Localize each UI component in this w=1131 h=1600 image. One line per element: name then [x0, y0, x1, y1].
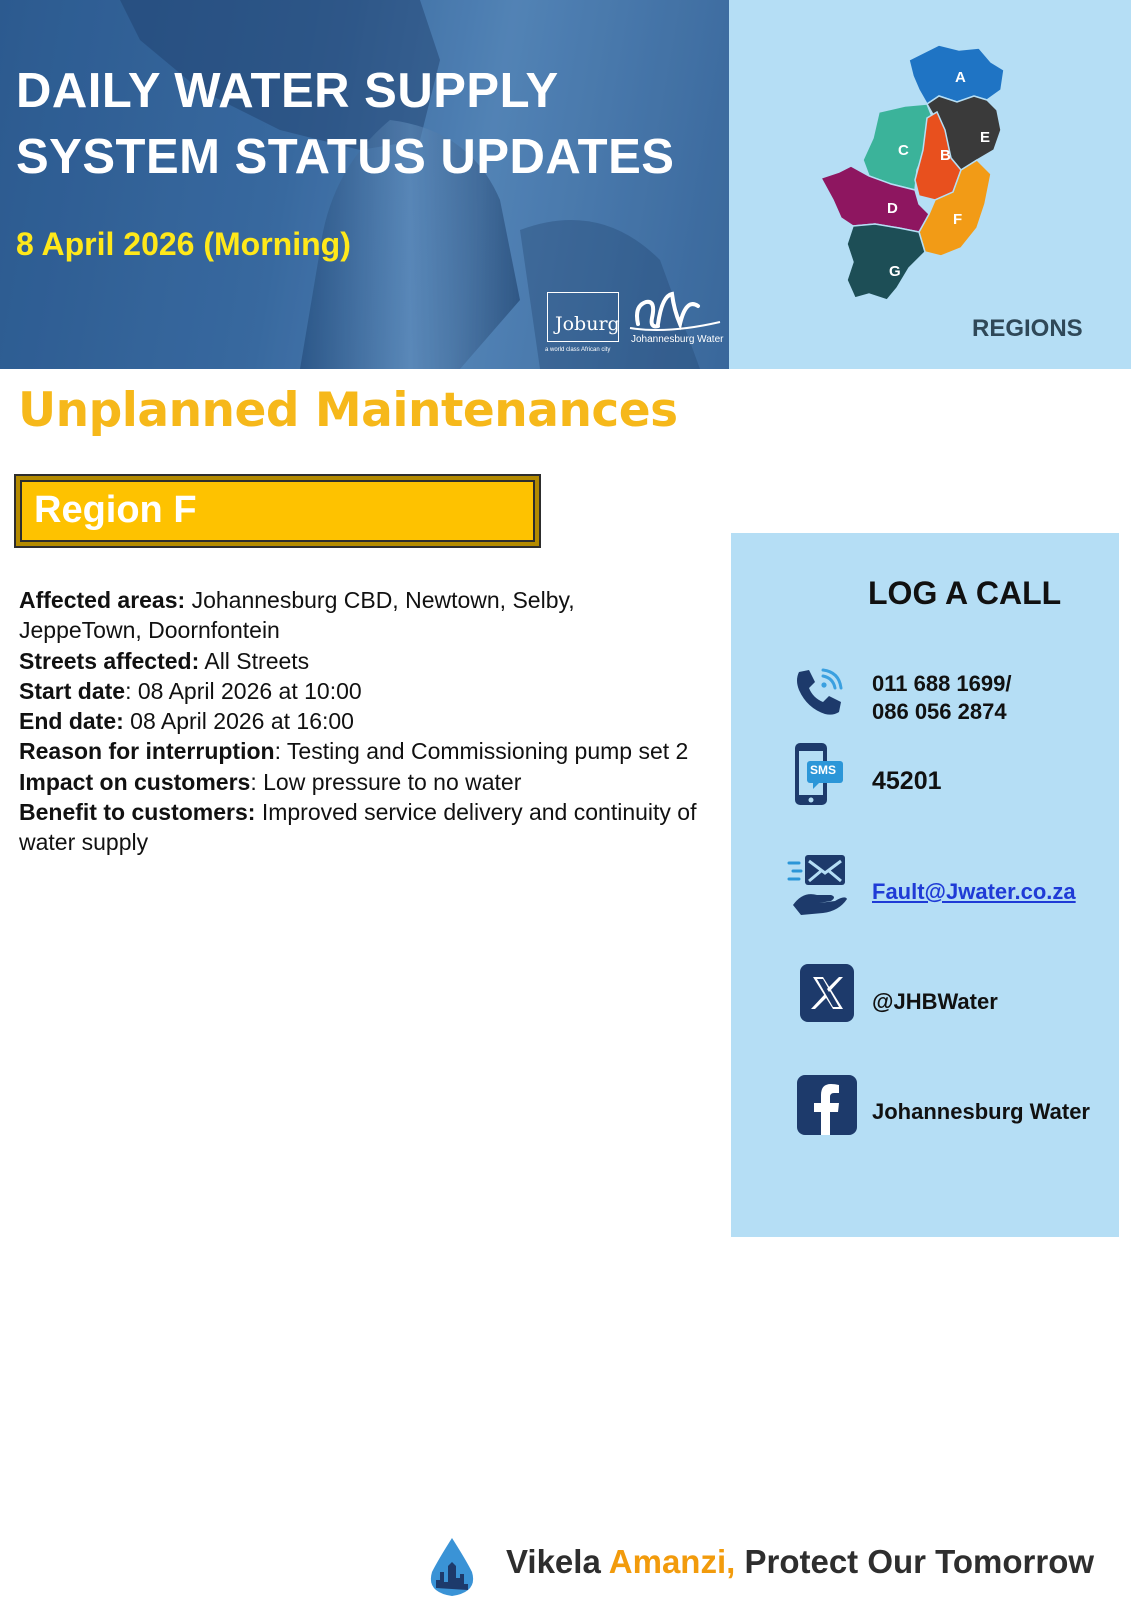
report-date: 8 April 2026 (Morning) — [16, 226, 351, 262]
section-title: Unplanned Maintenances — [18, 383, 678, 438]
reason-label: Reason for interruption — [19, 738, 275, 765]
log-a-call-panel — [731, 533, 1119, 1237]
streets-affected-row — [19, 646, 699, 676]
start-date-row — [19, 676, 699, 706]
impact-row — [19, 767, 699, 797]
impact-value: : Low pressure to no water — [250, 768, 522, 795]
slogan-part-2: Protect Our Tomorrow — [735, 1543, 1095, 1580]
title-line-2: SYSTEM STATUS UPDATES — [16, 130, 675, 184]
slogan-accent: Amanzi, — [608, 1543, 736, 1580]
region-g-letter: G — [889, 263, 901, 280]
footer-slogan — [506, 1543, 1094, 1581]
end-date-label: End date: — [19, 708, 124, 735]
benefit-label: Benefit to customers: — [19, 799, 256, 826]
affected-areas-value: Johannesburg CBD, Newtown, Selby, JeppeTown, Doornfontein — [19, 587, 575, 644]
page-title — [16, 58, 674, 190]
facebook-icon — [796, 1074, 858, 1136]
outage-details — [19, 585, 699, 858]
email-address[interactable]: Fault@Jwater.co.za — [872, 879, 1076, 904]
water-drop-city-icon — [428, 1536, 476, 1598]
region-c-letter: C — [898, 142, 909, 159]
facebook-page[interactable]: Johannesburg Water — [872, 1099, 1090, 1124]
sms-number[interactable]: 45201 — [872, 767, 942, 795]
region-e-letter: E — [980, 129, 991, 146]
jw-wave-icon — [628, 288, 724, 334]
joburg-logo — [545, 292, 620, 353]
end-date-value: 08 April 2026 at 16:00 — [123, 708, 354, 735]
johannesburg-water-logo — [628, 288, 724, 348]
phone-numbers[interactable] — [872, 670, 1011, 726]
regions-map-panel — [729, 0, 1131, 369]
log-a-call-title: LOG A CALL — [868, 575, 1062, 611]
regions-map — [729, 0, 1131, 369]
start-date-label: Start date — [19, 677, 126, 704]
region-f-letter: F — [953, 211, 963, 228]
phone-number-1[interactable]: 011 688 1699/ — [872, 671, 1012, 696]
impact-label: Impact on customers — [19, 768, 251, 795]
reason-row — [19, 736, 699, 766]
benefit-row — [19, 797, 699, 858]
sms-icon — [791, 741, 845, 809]
end-date-row — [19, 706, 699, 736]
streets-affected-value: All Streets — [199, 647, 310, 674]
region-g-shape — [847, 224, 925, 300]
phone-number-2[interactable]: 086 056 2874 — [872, 699, 1007, 724]
benefit-value: Improved service delivery and continuity of water supply — [19, 799, 697, 856]
twitter-handle[interactable]: @JHBWater — [872, 989, 998, 1014]
regions-label: REGIONS — [972, 315, 1083, 342]
affected-areas-label: Affected areas: — [19, 587, 186, 613]
region-b-letter: B — [940, 147, 951, 164]
affected-areas-row — [19, 585, 699, 646]
region-d-letter: D — [887, 200, 898, 217]
x-twitter-icon — [799, 963, 855, 1023]
region-badge — [14, 474, 541, 548]
start-date-value: : 08 April 2026 at 10:00 — [125, 677, 362, 704]
reason-value: : Testing and Commissioning pump set 2 — [274, 738, 689, 765]
email-icon — [787, 851, 849, 919]
title-line-1: DAILY WATER SUPPLY — [16, 64, 559, 118]
streets-affected-label: Streets affected: — [19, 647, 200, 674]
header-banner — [0, 0, 729, 369]
region-a-letter: A — [955, 69, 966, 86]
email-link[interactable] — [872, 878, 1076, 906]
slogan-part-1: Vikela — [506, 1543, 609, 1580]
sms-icon-label: SMS — [810, 763, 837, 777]
joburg-logo-text: Joburg — [555, 313, 620, 335]
region-badge-label: Region F — [34, 489, 197, 531]
phone-icon — [793, 668, 845, 718]
joburg-tagline: a world class African city — [545, 347, 611, 353]
jw-logo-text: Johannesburg Water — [631, 334, 724, 345]
